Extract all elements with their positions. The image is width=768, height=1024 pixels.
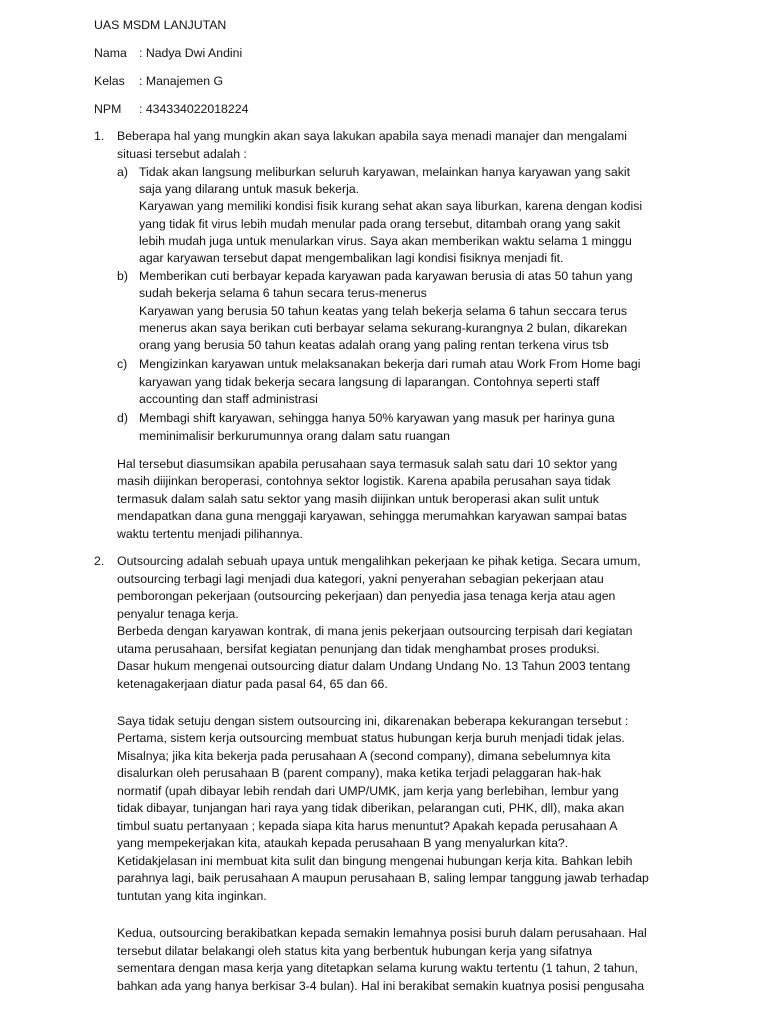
q2-p2-line: Saya tidak setuju dengan sistem outsourcing ini, dikarenakan beberapa kekurangan tersebut : [117, 714, 629, 728]
field-label-nama: Nama [94, 46, 127, 60]
q1-intro-line: situasi tersebut adalah : [117, 147, 247, 161]
q2-p1-line: Berbeda dengan karyawan kontrak, di mana jenis pekerjaan outsourcing terpisah dari kegiatan [117, 624, 633, 638]
q2-p1-line: pemborongan pekerjaan (outsourcing pekerjaan) dan penyedia jasa tenaga kerja atau agen [117, 589, 616, 603]
q2-p1-line: penyalur tenaga kerja. [117, 607, 239, 621]
q1-item-c-line: Mengizinkan karyawan untuk melaksanakan bekerja dari rumah atau Work From Home bagi [139, 357, 641, 371]
q1-item-c-marker: c) [117, 357, 128, 371]
q1-number: 1. [94, 129, 105, 143]
q1-conclusion-line: mendapatkan dana guna menggaji karyawan, sehingga merumahkan karyawan sampai batas [117, 509, 627, 523]
field-label-kelas: Kelas [94, 74, 125, 88]
q1-conclusion-line: Hal tersebut diasumsikan apabila perusahaan saya termasuk salah satu dari 10 sektor yang [117, 457, 618, 471]
q2-p3-line: bahkan ada yang hanya berkisar 3-4 bulan). Hal ini berakibat semakin kuatnya posisi pengusaha [117, 979, 645, 993]
q2-p3-line: Kedua, outsourcing berakibatkan kepada semakin lemahnya posisi buruh dalam perusahaan. Hal [117, 926, 647, 940]
q2-p3-line: tersebut dilatar belakangi oleh status kita yang berbentuk hubungan kerja yang sifatnya [117, 944, 593, 958]
q2-p1-line: outsourcing terbagi lagi menjadi dua kategori, yakni penyerahan sebagian pekerjaan atau [117, 572, 604, 586]
q1-item-a-line: Tidak akan langsung meliburkan seluruh karyawan, melainkan hanya karyawan yang sakit [139, 165, 631, 179]
q1-item-c-line: karyawan yang tidak bekerja secara langsung di laparangan. Contohnya seperti staff [139, 375, 600, 389]
q2-p1-line: utama perusahaan, bersifat kegiatan penunjang dan tidak menghambat proses produksi. [117, 642, 600, 656]
q1-conclusion-line: termasuk dalam salah satu sektor yang masih diijinkan untuk beroperasi akan sulit untuk [117, 492, 599, 506]
q2-p2-line: tuntutan yang kita inginkan. [117, 889, 267, 903]
q1-item-b-line: menerus akan saya berikan cuti berbayar selama sekurang-kurangnya 2 bulan, dikarekan [139, 321, 628, 335]
q2-p2-line: tidak dibayar, tunjangan hari raya yang tidak diberikan, pelarangan cuti, PHK, dll), maka akan [117, 801, 625, 815]
field-label-npm: NPM [94, 102, 122, 116]
q2-p2-line: yang mempekerjakan kita, ataukah kepada perusahaan B yang menyalurkan kita?. [117, 836, 569, 850]
q1-item-c-line: accounting dan staff administrasi [139, 392, 318, 406]
field-value-kelas: : Manajemen G [139, 74, 224, 88]
q1-intro-line: Beberapa hal yang mungkin akan saya lakukan apabila saya menadi manajer dan mengalami [117, 129, 627, 143]
field-value-nama: : Nadya Dwi Andini [139, 46, 243, 60]
q2-p2-line: Misalnya; jika kita bekerja pada perusahaan A (second company), dimana sebelumnya kita [117, 749, 611, 763]
q2-p3-line: sementara dengan masa kerja yang ditetapkan selama kurung waktu tertentu (1 tahun, 2 tahun, [117, 961, 638, 975]
q2-p1-line: Dasar hukum mengenai outsourcing diatur dalam Undang Undang No. 13 Tahun 2003 tentang [117, 659, 631, 673]
q2-p2-line: disalurkan oleh perusahaan B (parent company), maka ketika terjadi pelaggaran hak-hak [117, 766, 601, 780]
q1-item-a-line: lebih mudah juga untuk menularkan virus. Saya akan memberikan waktu selama 1 minggu [139, 234, 632, 248]
q2-p2-line: Pertama, sistem kerja outsourcing membuat status hubungan kerja buruh menjadi tidak jelas. [117, 731, 625, 745]
q1-item-d-line: meminimalisir berkurumunnya orang dalam satu ruangan [139, 429, 450, 443]
q2-p1-line: ketenagakerjaan diatur pada pasal 64, 65 dan 66. [117, 677, 388, 691]
q1-conclusion-line: waktu tertentu menjadi pilihannya. [117, 527, 303, 541]
q2-p2-line: parahnya lagi, baik perusahaan A maupun perusahaan B, saling lempar tanggung jawab terhadap [117, 871, 649, 885]
q1-item-b-line: Karyawan yang berusia 50 tahun keatas yang telah bekerja selama 6 tahun seccara terus [139, 304, 628, 318]
q2-p2-line: timbul suatu pertanyaan ; kepada siapa kita harus menuntut? Apakah kepada perusahaan A [117, 819, 618, 833]
q1-item-b-line: sudah bekerja selama 6 tahun secara terus-menerus [139, 286, 427, 300]
q1-item-d-line: Membagi shift karyawan, sehingga hanya 50% karyawan yang masuk per harinya guna [139, 411, 615, 425]
q1-item-b-marker: b) [117, 269, 128, 283]
q1-item-b-line: orang yang berusia 50 tahun keatas adalah orang yang paling rentan terkena virus tsb [139, 338, 609, 352]
q2-p2-line: Ketidakjelasan ini membuat kita sulit dan bingung mengenai hubungan kerja kita. Bahkan lebih [117, 854, 633, 868]
document-title: UAS MSDM LANJUTAN [94, 18, 227, 32]
q1-item-d-marker: d) [117, 411, 128, 425]
q1-conclusion-line: masih diijinkan beroperasi, contohnya sektor logistik. Karena apabila perusahan saya tidak [117, 474, 611, 488]
field-value-npm: : 434334022018224 [139, 102, 249, 116]
q1-item-a-line: Karyawan yang memiliki kondisi fisik kurang sehat akan saya liburkan, karena dengan kodisi [139, 199, 643, 213]
q1-item-a-line: agar karyawan tersebut dapat mengembalikan lagi kondisi fisiknya menjadi fit. [139, 251, 564, 265]
q2-p1-line: Outsourcing adalah sebuah upaya untuk mengalihkan pekerjaan ke pihak ketiga. Secara umum, [117, 554, 641, 568]
q2-number: 2. [94, 554, 105, 568]
q1-item-a-line: saja yang dilarang untuk masuk bekerja. [139, 182, 360, 196]
q1-item-a-marker: a) [117, 165, 128, 179]
q2-p2-line: normatif (upah dibayar lebih rendah dari UMP/UMK, jam kerja yang berlebihan, lembur yang [117, 784, 619, 798]
q1-item-a-line: yang tidak fit virus lebih mudah menular pada orang tersebut, ditambah orang yang sakit [139, 217, 621, 231]
q1-item-b-line: Memberikan cuti berbayar kepada karyawan pada karyawan berusia di atas 50 tahun yang [139, 269, 633, 283]
